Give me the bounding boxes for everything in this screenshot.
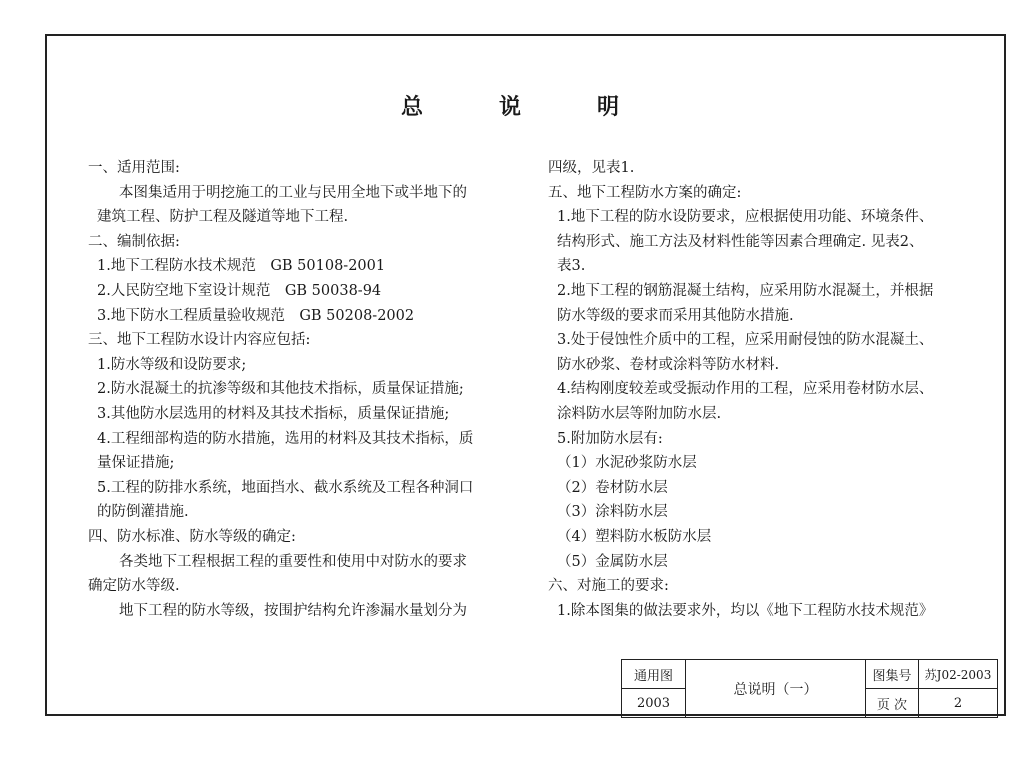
title-block [621, 659, 998, 718]
text-line: 3.其他防水层选用的材料及其技术指标，质量保证措施; [97, 405, 450, 422]
text-line: （2）卷材防水层 [557, 479, 668, 496]
text-line: 本图集适用于明挖施工的工业与民用全地下或半地下的 [119, 184, 467, 201]
text-line: 防水砂浆、卷材或涂料等防水材料. [557, 356, 780, 373]
text-line: 各类地下工程根据工程的重要性和使用中对防水的要求 [119, 553, 467, 570]
text-line: 四、防水标准、防水等级的确定: [88, 528, 296, 545]
text-line: 六、对施工的要求: [548, 578, 669, 595]
text-line: 地下工程的防水等级，按围护结构允许渗漏水量划分为 [119, 602, 467, 619]
year: 2003 [622, 689, 686, 718]
text-line: 建筑工程、防护工程及隧道等地下工程. [97, 209, 349, 226]
text-line: 五、地下工程防水方案的确定: [548, 184, 742, 201]
text-line: 2.地下工程的钢筋混凝土结构，应采用防水混凝土，并根据 [557, 282, 934, 299]
text-line: 一、适用范围: [88, 160, 180, 176]
page-label: 页 次 [866, 689, 919, 718]
text-line: 二、编制依据: [88, 233, 180, 250]
left-column [88, 156, 528, 623]
title-char: 说 [498, 94, 525, 120]
type-label: 通用图 [622, 660, 686, 689]
text-line: 的防倒灌措施. [97, 504, 189, 521]
text-line: 四级，见表1. [548, 160, 635, 176]
text-line: 量保证措施; [97, 455, 175, 472]
text-line: 5.工程的防排水系统，地面挡水、截水系统及工程各种洞口 [97, 479, 474, 496]
text-line: 防水等级的要求而采用其他防水措施. [557, 307, 794, 324]
page-title [0, 90, 1024, 121]
right-column [548, 156, 988, 623]
text-line: 1.防水等级和设防要求; [97, 356, 247, 373]
text-line: （5）金属防水层 [557, 553, 668, 570]
text-line: （4）塑料防水板防水层 [557, 528, 712, 545]
text-line: 1.除本图集的做法要求外，均以《地下工程防水技术规范》 [557, 602, 934, 619]
text-line: 表3. [557, 258, 586, 275]
text-line: 3.地下防水工程质量验收规范 GB 50208-2002 [97, 307, 415, 324]
text-line: 2.防水混凝土的抗渗等级和其他技术指标，质量保证措施; [97, 381, 464, 398]
text-line: 结构形式、施工方法及材料性能等因素合理确定. 见表2、 [557, 233, 924, 250]
drawing-name: 总说明（一） [686, 660, 866, 718]
text-line: （3）涂料防水层 [557, 504, 668, 521]
text-line: 4.结构刚度较差或受振动作用的工程，应采用卷材防水层、 [557, 381, 934, 398]
text-line: 3.处于侵蚀性介质中的工程，应采用耐侵蚀的防水混凝土、 [557, 332, 934, 349]
text-line: 4.工程细部构造的防水措施，选用的材料及其技术指标，质 [97, 430, 474, 447]
text-line: 5.附加防水层有: [557, 430, 663, 447]
title-char: 明 [597, 94, 624, 120]
text-line: 1.地下工程的防水设防要求，应根据使用功能、环境条件、 [557, 209, 934, 226]
text-line: 涂料防水层等附加防水层. [557, 405, 722, 422]
text-line: 确定防水等级. [88, 578, 180, 595]
atlas-number: 苏J02-2003 [919, 660, 998, 689]
atlas-label: 图集号 [866, 660, 919, 689]
text-line: 2.人民防空地下室设计规范 GB 50038-94 [97, 282, 382, 299]
text-line: （1）水泥砂浆防水层 [557, 455, 697, 472]
text-line: 三、地下工程防水设计内容应包括: [88, 332, 311, 349]
title-char: 总 [400, 94, 427, 120]
text-line: 1.地下工程防水技术规范 GB 50108-2001 [97, 258, 386, 275]
page-number: 2 [919, 689, 998, 718]
